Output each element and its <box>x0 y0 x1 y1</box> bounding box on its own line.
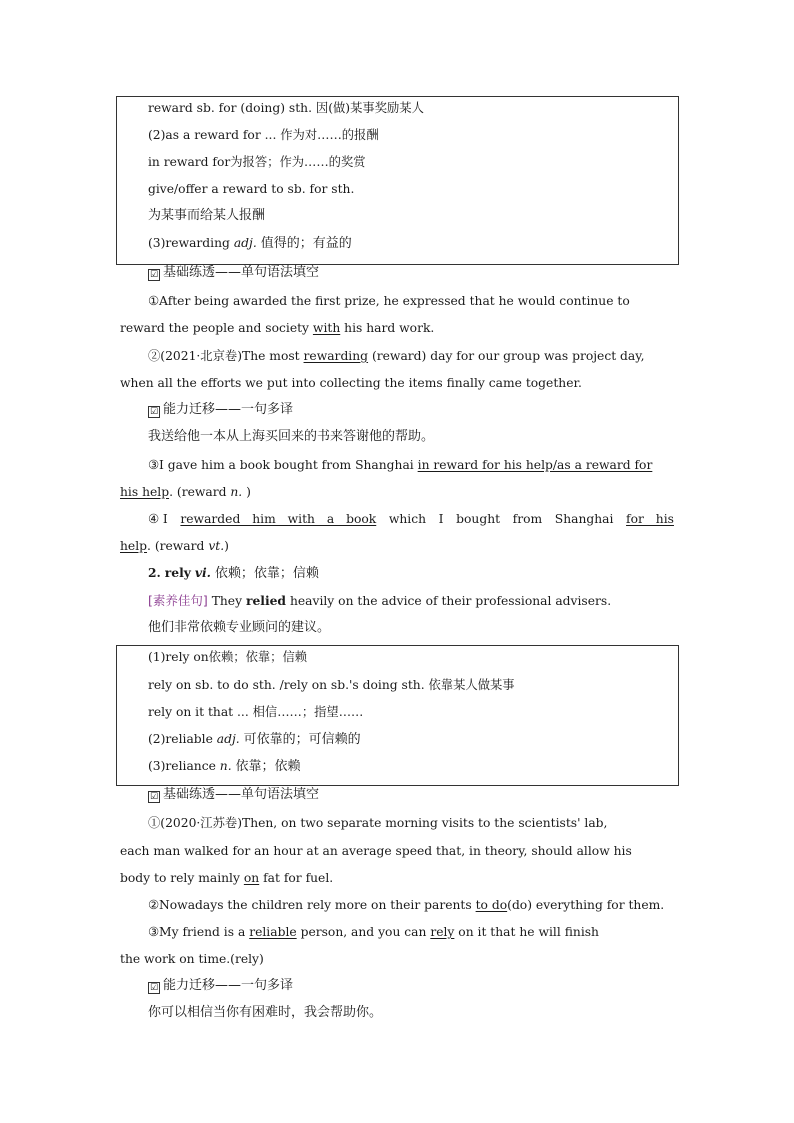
word2-example-c: heavily on the advice of their professional advisers. <box>289 594 612 608</box>
s3-q3-tail: on it that he will finish <box>458 925 599 939</box>
s3-q1-line3 <box>120 870 333 886</box>
s3-q1-line2: each man walked for an hour at an average speed that, in theory, should allow his <box>120 844 632 858</box>
checkbox-icon: ☑ <box>149 270 159 280</box>
box2-line1: (1)rely on依赖；依靠；信赖 <box>148 650 308 664</box>
s1-q1-line1: ①After being awarded the first prize, he expressed that he would continue to <box>148 294 630 308</box>
s2-q4-word: Shanghai <box>554 512 614 526</box>
s2-q3-line1 <box>148 457 652 473</box>
s2-q4-word: I <box>438 512 444 526</box>
s1-q2-answer: rewarding <box>303 349 369 363</box>
word2-example-a: They <box>211 594 243 608</box>
s3-q3-answer1: reliable <box>249 925 297 939</box>
word2-meaning: 依赖；依靠；信赖 <box>214 566 319 581</box>
s2-q3-answer-cont: his help <box>120 485 170 499</box>
s1-q2-text: ②(2021·北京卷)The most <box>148 349 300 363</box>
s2-q4-answer: rewarded him with a book <box>180 512 377 526</box>
word2-example-cn: 他们非常依赖专业顾问的建议。 <box>148 620 331 635</box>
s3-q2-text: ②Nowadays the children rely more on their parents <box>148 898 472 912</box>
box2-line5-pos: n. <box>219 759 232 773</box>
section3-heading <box>148 787 319 803</box>
s2-q3-pos: n. <box>230 485 243 499</box>
box1-line6-meaning: 值得的；有益的 <box>260 236 352 251</box>
box2-line5-meaning: 依靠；依赖 <box>235 759 301 774</box>
s2-q4-line2 <box>120 538 229 554</box>
box2-line5 <box>148 758 301 775</box>
s2-q4-word: bought <box>456 512 501 526</box>
s2-chinese-sentence: 我送给他一本从上海买回来的书来答谢他的帮助。 <box>148 429 435 444</box>
s1-q2-tail: (reward) day for our group was project day, <box>371 349 645 363</box>
box1-line4: give/offer a reward to sb. for sth. <box>148 182 355 196</box>
s2-q4-word: ④ I <box>148 512 168 526</box>
box1-line3: in reward for为报答；作为……的奖赏 <box>148 155 366 169</box>
s3-q3-mid: person, and you can <box>300 925 427 939</box>
section3-heading-text: 基础练透——单句语法填空 <box>163 787 320 802</box>
s1-q1-line2 <box>120 320 434 336</box>
s1-q2-line2: when all the efforts we put into collecting the items finally came together. <box>120 376 582 390</box>
s2-q4-close: ) <box>224 539 229 553</box>
checkbox-icon: ☑ <box>149 792 159 802</box>
s3-q3-line2: the work on time.(rely) <box>120 952 264 966</box>
section4-heading-text: 能力迁移——一句多译 <box>163 978 294 993</box>
word2-number: 2. <box>148 565 161 580</box>
checkbox-icon: ☑ <box>149 983 159 993</box>
s3-q1-tail: fat for fuel. <box>263 871 334 885</box>
box1-line6-term: (3)rewarding <box>148 236 230 250</box>
checkbox-icon: ☑ <box>149 407 159 417</box>
s3-q2-line <box>148 897 664 913</box>
section2-heading <box>148 402 293 418</box>
word2-example-bold: relied <box>245 593 287 608</box>
s3-q1-line1: ①(2020·江苏卷)Then, on two separate morning visits to the scientists' lab, <box>148 816 608 830</box>
box2-line4 <box>148 731 361 748</box>
box2-line4-term: (2)reliable <box>148 732 213 746</box>
s2-q4-hint: . (reward <box>147 539 205 553</box>
s2-q4-word: which <box>388 512 427 526</box>
s4-chinese-sentence: 你可以相信当你有困难时，我会帮助你。 <box>148 1005 383 1020</box>
s2-q4-answer2-cont: help <box>120 539 148 553</box>
s2-q4-pos: vt. <box>208 539 225 553</box>
s2-q3-close: ) <box>246 485 251 499</box>
s1-q1-tail: his hard work. <box>344 321 435 335</box>
s3-q2-tail: (do) everything for them. <box>507 898 665 912</box>
box2-line4-pos: adj. <box>216 732 240 746</box>
s3-q3-answer2: rely <box>430 925 455 939</box>
s3-q1-text: body to rely mainly <box>120 871 240 885</box>
box1-line6-pos: adj. <box>233 236 257 250</box>
s3-q3-line1 <box>148 924 599 940</box>
s1-q2-line1 <box>148 348 644 364</box>
box2-line2: rely on sb. to do sth. /rely on sb.'s doing sth. 依靠某人做某事 <box>148 678 515 692</box>
s3-q1-answer: on <box>243 871 260 885</box>
box1-line6 <box>148 235 352 252</box>
word2-example <box>148 593 611 609</box>
section4-heading <box>148 978 293 994</box>
word2-pos: vi. <box>194 565 211 580</box>
section2-heading-text: 能力迁移——一句多译 <box>163 402 294 417</box>
box2-line5-term: (3)reliance <box>148 759 216 773</box>
s2-q3-line2 <box>120 484 251 500</box>
word2-tag: [素养佳句] <box>148 593 208 608</box>
box2-line3: rely on it that ... 相信……；指望…… <box>148 705 364 719</box>
section1-heading-text: 基础练透——单句语法填空 <box>163 265 320 280</box>
word2-heading <box>148 565 319 582</box>
box1-line5: 为某事而给某人报酬 <box>148 208 266 223</box>
s2-q4-word: from <box>512 512 543 526</box>
s2-q4-answer2: for his <box>626 512 674 526</box>
s2-q3-text: ③I gave him a book bought from Shanghai <box>148 458 414 472</box>
s2-q3-hint: . (reward <box>169 485 227 499</box>
s2-q3-answer: in reward for his help/as a reward for <box>417 458 653 472</box>
s1-q1-answer: with <box>312 321 341 335</box>
box1-line2: (2)as a reward for ... 作为对……的报酬 <box>148 128 379 142</box>
word2-word: rely <box>164 565 191 580</box>
box1-line1: reward sb. for (doing) sth. 因(做)某事奖励某人 <box>148 101 424 115</box>
s2-q4-line1 <box>148 511 674 527</box>
s3-q3-text: ③My friend is a <box>148 925 246 939</box>
s3-q2-answer: to do <box>475 898 508 912</box>
box2-line4-meaning: 可依靠的；可信赖的 <box>243 732 361 747</box>
s1-q1-text: reward the people and society <box>120 321 309 335</box>
section1-heading <box>148 265 319 281</box>
